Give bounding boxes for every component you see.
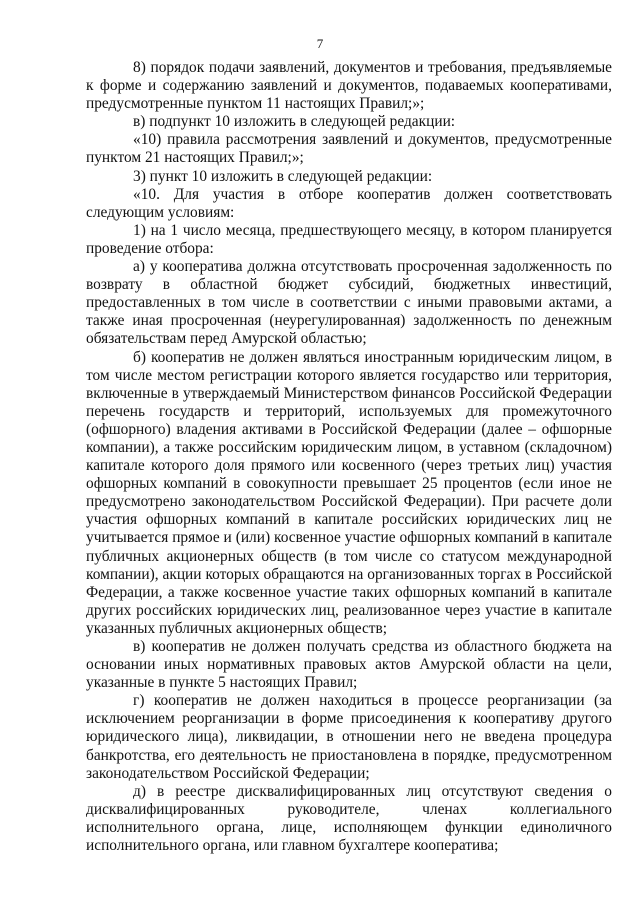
paragraph-condition-v: в) кооператив не должен получать средства из областного бюджета на основании иных нормативных правовых актов Амурской области на цели, указанные в пункте 5 настоящих Правил; — [86, 638, 612, 692]
paragraph-condition-b: б) кооператив не должен являться иностранным юридическим лицом, в том числе местом регистрации которого является государство или территория, включенные в утверждаемый Министерством финансов Российской Федерации перечень государств и территорий, используемых для промежуточного (офшорного) владения активами в Российской Федерации (далее – офшорные компании), а также российским юридическим лицом, в уставном (складочном) капитале которого доля прямого или косвенного (через третьих лиц) участия офшорных компаний в совокупности превышает 25 процентов (если иное не предусмотрено законодательством Российской Федерации). При расчете доли участия офшорных компаний в капитале российских юридических лиц не учитывается прямое и (или) косвенное участие офшорных компаний в капитале публичных акционерных обществ (в том числе со статусом международной компании), акции которых обращаются на организованных торгах в Российской Федерации, а также косвенное участие таких офшорных компаний в капитале других российских юридических лиц, реализованное через участие в капитале указанных публичных акционерных обществ; — [86, 348, 612, 637]
document-body — [86, 59, 612, 855]
paragraph-condition-d: д) в реестре дисквалифицированных лиц отсутствуют сведения о дисквалифицированных руководителе, членах коллегиального исполнительного органа, лице, исполняющем функции единоличного исполнительного органа, или главном бухгалтере кооператива; — [86, 782, 612, 855]
paragraph-point-3: 3) пункт 10 изложить в следующей редакции: — [133, 167, 433, 185]
paragraph-condition-g: г) кооператив не должен находиться в процессе реорганизации (за исключением реорганизации в форме присоединения к кооперативу другого юридического лица), ликвидации, в отношении него не введена процедура банкротства, его деятельность не приостановлена в порядке, предусмотренном законодательством Российской Федерации; — [86, 692, 612, 782]
paragraph-new-point-10: «10. Для участия в отборе кооператив должен соответствовать следующим условиям: — [86, 185, 612, 221]
paragraph-subpoint-v: в) подпункт 10 изложить в следующей редакции: — [133, 113, 456, 131]
page-number: 7 — [316, 36, 324, 51]
paragraph-new-item-10: «10) правила рассмотрения заявлений и документов, предусмотренные пунктом 21 настоящих Правил;»; — [86, 131, 612, 167]
paragraph-condition-1: 1) на 1 число месяца, предшествующего месяцу, в котором планируется проведение отбора: — [86, 221, 612, 257]
paragraph-condition-a: а) у кооператива должна отсутствовать просроченная задолженность по возврату в областной бюджет субсидий, бюджетных инвестиций, предоставленных в том числе в соответствии с иными правовыми актами, а также иная просроченная (неурегулированная) задолженность по денежным обязательствам перед Амурской областью; — [86, 258, 612, 348]
paragraph-item-8: 8) порядок подачи заявлений, документов и требования, предъявляемые к форме и содержанию заявлений и документов, подаваемых кооперативами, предусмотренные пунктом 11 настоящих Правил;»; — [86, 59, 612, 113]
